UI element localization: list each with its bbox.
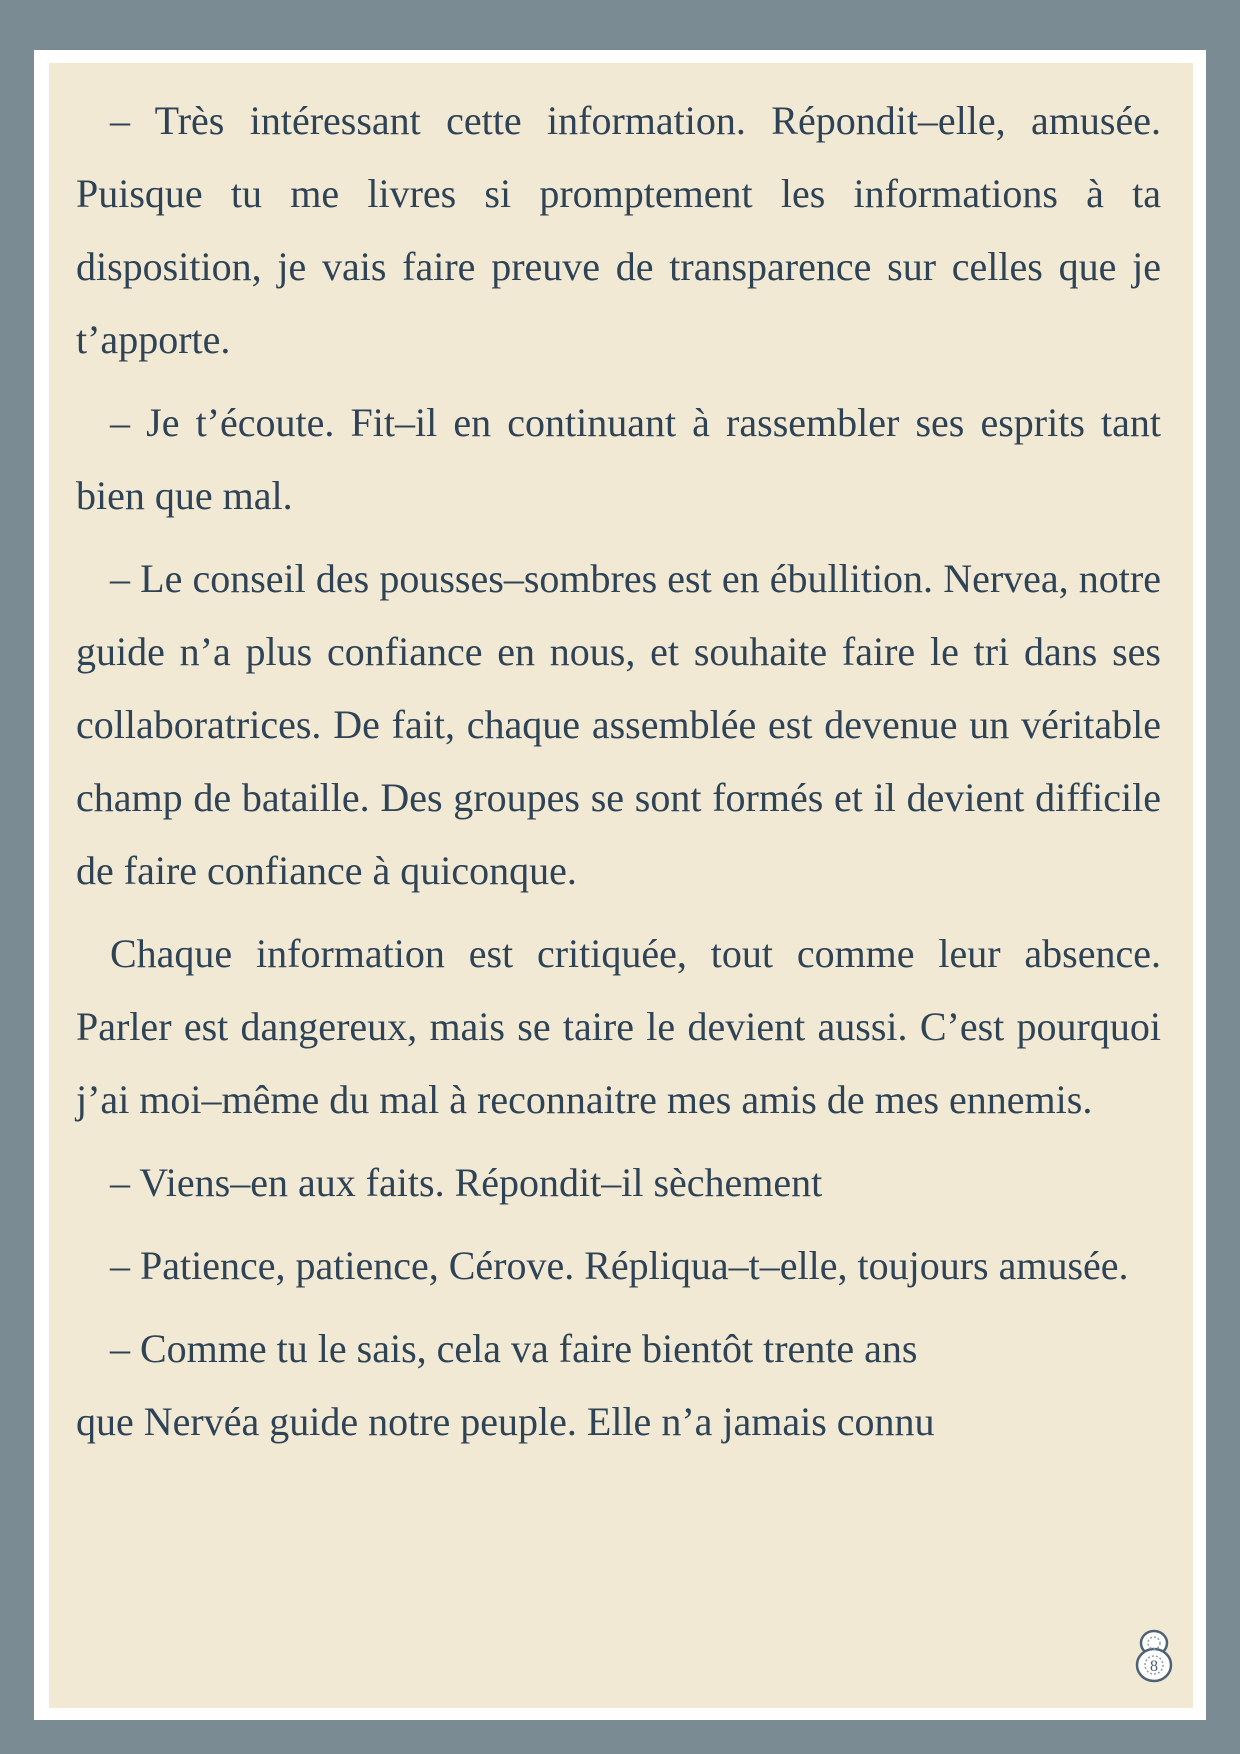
paragraph-7: – Comme tu le sais, cela va faire bientôt trente ans que Nervéa guide notre peuple. Elle n’a jamais connu <box>76 1326 935 1444</box>
page-number: 8 <box>1150 1658 1158 1675</box>
paragraph-3: – Le conseil des pousses–sombres est en ébullition. Nervea, notre guide n’a plus confiance en nous, et souhaite faire le tri dans ses collaboratrices. De fait, chaque assemblée est devenue un véritable champ de bataille. Des groupes se sont formés et il devient difficile de faire confiance à quiconque. <box>76 556 1161 893</box>
paragraph-5: – Viens–en aux faits. Répondit–il sèchement <box>110 1160 823 1205</box>
page-content <box>49 63 1193 1708</box>
paragraph-4: Chaque information est critiquée, tout comme leur absence. Parler est dangereux, mais se taire le devient aussi. C’est pourquoi j’ai moi–même du mal à reconnaitre mes amis de mes ennemis. <box>76 931 1161 1122</box>
page-number-ornament-icon <box>1125 1626 1183 1684</box>
paragraph-1: – Très intéressant cette information. Répondit–elle, amusée. Puisque tu me livres si promptement les informations à ta disposition, je vais faire preuve de transparence sur celles que je t’apporte. <box>76 98 1161 362</box>
paragraph-6: – Patience, patience, Cérove. Répliqua–t–elle, toujours amusée. <box>110 1243 1129 1288</box>
page-frame <box>34 50 1206 1720</box>
body-text <box>76 84 1161 1468</box>
page-number-badge <box>1125 1626 1183 1684</box>
paragraph-2: – Je t’écoute. Fit–il en continuant à rassembler ses esprits tant bien que mal. <box>76 400 1161 518</box>
